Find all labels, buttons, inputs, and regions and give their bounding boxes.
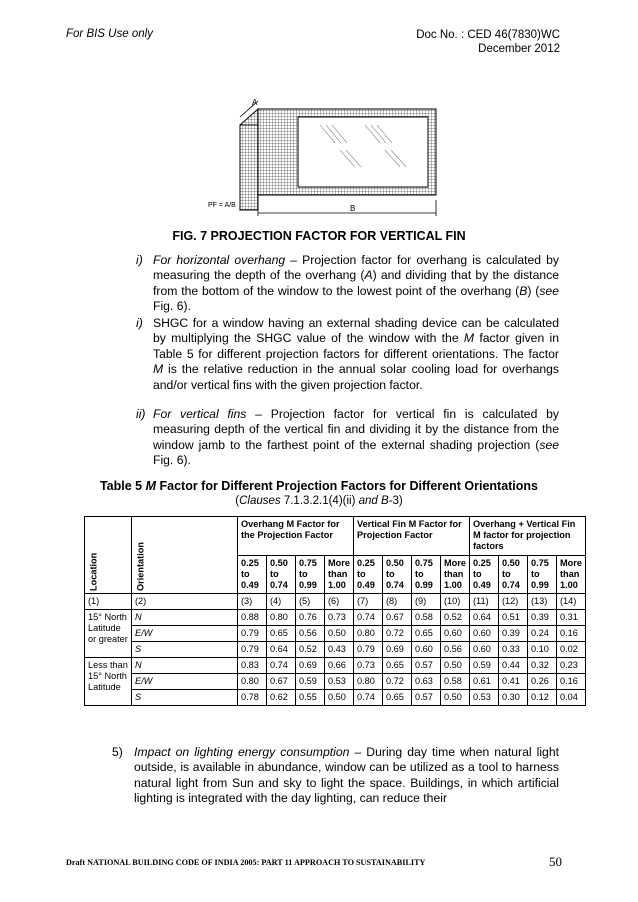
value-cell: 0.80: [354, 626, 383, 642]
table-row: [85, 674, 586, 690]
value-cell: 0.74: [354, 610, 383, 626]
value-cell: 0.55: [296, 690, 325, 706]
column-number: (3): [238, 594, 267, 610]
value-cell: 0.60: [441, 626, 470, 642]
range-header: 0.25 to 0.49: [354, 555, 383, 594]
value-cell: 0.57: [412, 690, 441, 706]
value-cell: 0.12: [528, 690, 557, 706]
item-label: 5): [112, 745, 123, 759]
column-number: (9): [412, 594, 441, 610]
value-cell: 0.62: [267, 690, 296, 706]
column-number: (5): [296, 594, 325, 610]
value-cell: 0.26: [528, 674, 557, 690]
value-cell: 0.74: [354, 690, 383, 706]
value-cell: 0.79: [238, 626, 267, 642]
value-cell: 0.52: [296, 642, 325, 658]
value-cell: 0.83: [238, 658, 267, 674]
value-cell: 0.80: [354, 674, 383, 690]
value-cell: 0.30: [499, 690, 528, 706]
paragraph-lighting-energy: 5) Impact on lighting energy consumption – During day time when natural light outside, is available in abundance, window can be utilized as a tool to harness natural light from Sun and sky to light the space. Buildings, in which artificial lighting is integrated with the day lighting, can reduce their: [112, 745, 559, 806]
value-cell: 0.39: [528, 610, 557, 626]
item-label: i): [136, 253, 143, 267]
value-cell: 0.56: [296, 626, 325, 642]
value-cell: 0.67: [267, 674, 296, 690]
column-number: (14): [557, 594, 586, 610]
range-header: 0.75 to 0.99: [528, 555, 557, 594]
item-label: i): [136, 316, 143, 330]
label-b: B: [350, 204, 356, 213]
header-right: [416, 28, 560, 56]
value-cell: 0.65: [383, 658, 412, 674]
value-cell: 0.50: [441, 690, 470, 706]
value-cell: 0.69: [383, 642, 412, 658]
orientation-cell: N: [132, 610, 238, 626]
group-overhang: Overhang M Factor for the Projection Factor: [238, 517, 354, 556]
value-cell: 0.51: [499, 610, 528, 626]
column-number: (1): [85, 594, 132, 610]
range-header: More than 1.00: [441, 555, 470, 594]
value-cell: 0.74: [267, 658, 296, 674]
value-cell: 0.53: [470, 690, 499, 706]
value-cell: 0.60: [412, 642, 441, 658]
table-row: [85, 642, 586, 658]
group-overhang-fin: Overhang + Vertical Fin M factor for projection factors: [470, 517, 586, 556]
range-header: 0.50 to 0.74: [383, 555, 412, 594]
value-cell: 0.58: [412, 610, 441, 626]
value-cell: 0.88: [238, 610, 267, 626]
doc-number: Doc No. : CED 46(7830)WC: [416, 29, 560, 41]
value-cell: 0.23: [557, 658, 586, 674]
range-header: 0.50 to 0.74: [499, 555, 528, 594]
projection-factor-figure: [200, 95, 450, 220]
table-number-row: [85, 594, 586, 610]
column-number: (8): [383, 594, 412, 610]
paragraph-vertical-fins: ii) For vertical fins – Projection factor for vertical fin is calculated by measuring depth of the vertical fin and dividing it by the distance from the window jamb to the farthest point of the external shading projection (see Fig. 6).: [136, 407, 559, 468]
label-pf: PF = A/B: [208, 202, 236, 209]
value-cell: 0.65: [412, 626, 441, 642]
doc-date: December 2012: [478, 43, 560, 55]
column-number: (13): [528, 594, 557, 610]
table-row: [85, 690, 586, 706]
value-cell: 0.69: [296, 658, 325, 674]
col-orientation: Orientation: [132, 517, 238, 594]
location-cell: 15° North Latitude or greater: [85, 610, 132, 658]
value-cell: 0.61: [470, 674, 499, 690]
value-cell: 0.04: [557, 690, 586, 706]
value-cell: 0.50: [325, 626, 354, 642]
value-cell: 0.78: [238, 690, 267, 706]
value-cell: 0.39: [499, 626, 528, 642]
value-cell: 0.60: [470, 626, 499, 642]
value-cell: 0.31: [557, 610, 586, 626]
value-cell: 0.73: [354, 658, 383, 674]
value-cell: 0.33: [499, 642, 528, 658]
location-cell: Less than 15° North Latitude: [85, 658, 132, 706]
range-header: 0.25 to 0.49: [238, 555, 267, 594]
column-number: (7): [354, 594, 383, 610]
value-cell: 0.44: [499, 658, 528, 674]
range-header: 0.75 to 0.99: [412, 555, 441, 594]
orientation-cell: S: [132, 690, 238, 706]
value-cell: 0.32: [528, 658, 557, 674]
group-vertical-fin: Vertical Fin M Factor for Projection Factor: [354, 517, 470, 556]
col-location: Location: [85, 517, 132, 594]
m-factor-table: [84, 516, 586, 706]
value-cell: 0.72: [383, 626, 412, 642]
value-cell: 0.57: [412, 658, 441, 674]
value-cell: 0.16: [557, 626, 586, 642]
column-number: (6): [325, 594, 354, 610]
range-header: 0.25 to 0.49: [470, 555, 499, 594]
table-row: [85, 658, 586, 674]
item-label: ii): [136, 407, 146, 421]
range-header: 0.75 to 0.99: [296, 555, 325, 594]
value-cell: 0.65: [383, 690, 412, 706]
value-cell: 0.52: [441, 610, 470, 626]
value-cell: 0.80: [267, 610, 296, 626]
value-cell: 0.43: [325, 642, 354, 658]
value-cell: 0.60: [470, 642, 499, 658]
orientation-cell: S: [132, 642, 238, 658]
rows-north-15-plus: [85, 610, 586, 658]
table-subtitle: (Clauses 7.1.3.2.1(4)(ii) and B-3): [235, 495, 403, 507]
value-cell: 0.79: [354, 642, 383, 658]
column-number: (12): [499, 594, 528, 610]
range-header: More than 1.00: [325, 555, 354, 594]
table-row: [85, 610, 586, 626]
value-cell: 0.41: [499, 674, 528, 690]
column-number: (4): [267, 594, 296, 610]
orientation-cell: E/W: [132, 674, 238, 690]
value-cell: 0.64: [470, 610, 499, 626]
value-cell: 0.80: [238, 674, 267, 690]
value-cell: 0.16: [557, 674, 586, 690]
table-header-row: [85, 517, 586, 556]
label-a: A: [252, 98, 258, 107]
value-cell: 0.67: [383, 610, 412, 626]
range-header: More than 1.00: [557, 555, 586, 594]
value-cell: 0.76: [296, 610, 325, 626]
figure-caption: FIG. 7 PROJECTION FACTOR FOR VERTICAL FIN: [172, 229, 466, 243]
value-cell: 0.66: [325, 658, 354, 674]
value-cell: 0.58: [441, 674, 470, 690]
value-cell: 0.50: [325, 690, 354, 706]
page-number: 50: [549, 854, 562, 869]
column-number: (10): [441, 594, 470, 610]
range-header: 0.50 to 0.74: [267, 555, 296, 594]
value-cell: 0.79: [238, 642, 267, 658]
value-cell: 0.02: [557, 642, 586, 658]
value-cell: 0.73: [325, 610, 354, 626]
value-cell: 0.56: [441, 642, 470, 658]
orientation-cell: E/W: [132, 626, 238, 642]
header-left: For BIS Use only: [66, 28, 153, 40]
value-cell: 0.24: [528, 626, 557, 642]
column-number: (11): [470, 594, 499, 610]
value-cell: 0.53: [325, 674, 354, 690]
value-cell: 0.64: [267, 642, 296, 658]
paragraph-horizontal-overhang: i) For horizontal overhang – Projection factor for overhang is calculated by measuring the depth of the overhang (A) and dividing that by the distance from the bottom of the window to the lowest point of the overhang (B) (see Fig. 6).: [136, 253, 560, 314]
value-cell: 0.10: [528, 642, 557, 658]
table-title: Table 5 M Factor for Different Projection Factors for Different Orientations: [99, 479, 539, 493]
value-cell: 0.59: [296, 674, 325, 690]
column-number: (2): [132, 594, 238, 610]
table-row: [85, 626, 586, 642]
paragraph-shgc: i) SHGC for a window having an external shading device can be calculated by multiplying the SHGC value of the window with the M factor given in Table 5 for different projection factors for different orientations. The factor M is the relative reduction in the annual solar cooling load for overhangs and/or vertical fins with the given projection factor.: [136, 316, 560, 392]
orientation-cell: N: [132, 658, 238, 674]
value-cell: 0.72: [383, 674, 412, 690]
value-cell: 0.50: [441, 658, 470, 674]
value-cell: 0.65: [267, 626, 296, 642]
value-cell: 0.63: [412, 674, 441, 690]
rows-north-under-15: [85, 658, 586, 706]
value-cell: 0.59: [470, 658, 499, 674]
footer-text: Draft NATIONAL BUILDING CODE OF INDIA 2005: PART 11 APPROACH TO SUSTAINABILITY: [66, 858, 426, 867]
